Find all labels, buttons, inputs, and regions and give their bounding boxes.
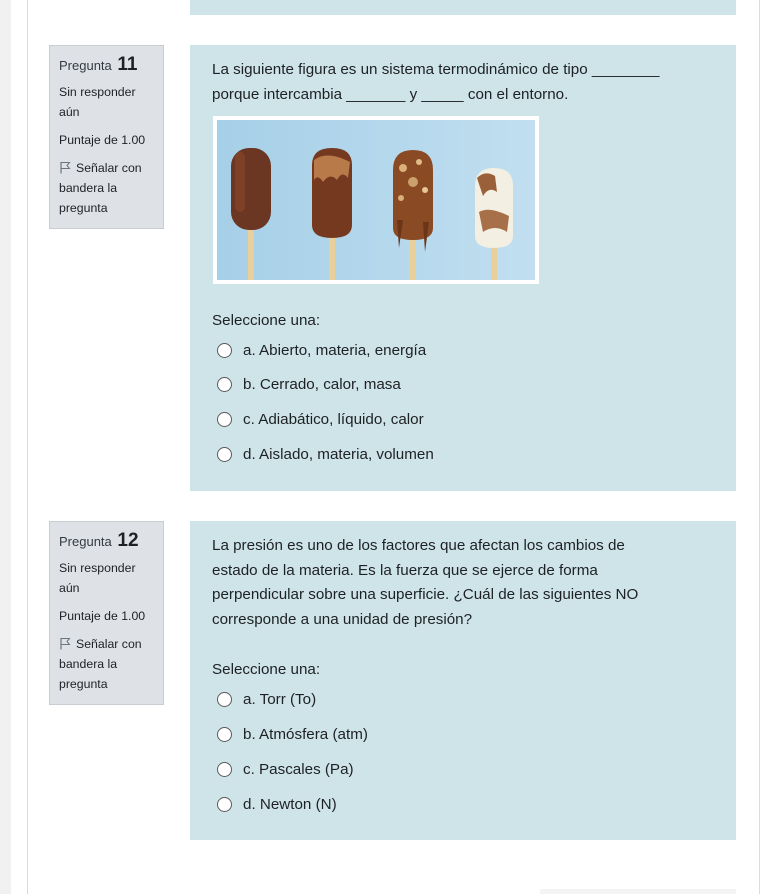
- question-content-11: [190, 45, 736, 491]
- radio-button[interactable]: [217, 412, 232, 427]
- flag-icon: [59, 161, 71, 174]
- answer-option-a[interactable]: [217, 688, 316, 710]
- option-label: a. Torr (To): [243, 690, 317, 708]
- page-border-left: [27, 0, 28, 894]
- flag-label: Señalar con bandera la pregunta: [59, 637, 142, 691]
- flag-question-link[interactable]: [59, 158, 155, 218]
- option-label: c. Adiabático, líquido, calor: [243, 410, 424, 428]
- previous-question-tail: [190, 0, 736, 15]
- question-text-line: estado de la materia. Es la fuerza que se ejerce de forma: [212, 561, 598, 579]
- popsicles-illustration: [217, 120, 535, 280]
- answer-option-d[interactable]: [217, 443, 434, 465]
- page-border-right: [759, 0, 760, 894]
- radio-button[interactable]: [217, 762, 232, 777]
- radio-button[interactable]: [217, 343, 232, 358]
- next-block-edge: [540, 889, 736, 894]
- flag-question-link[interactable]: [59, 634, 155, 694]
- option-label: b. Atmósfera (atm): [243, 725, 368, 743]
- question-text-line: La siguiente figura es un sistema termodinámico de tipo ________: [212, 61, 660, 78]
- question-label: Pregunta: [59, 534, 112, 549]
- flag-icon: [59, 637, 71, 650]
- answer-option-b[interactable]: [217, 723, 368, 745]
- question-text-line: La presión es uno de los factores que afectan los cambios de: [212, 537, 625, 554]
- answer-option-d[interactable]: [217, 793, 337, 815]
- question-number: [59, 531, 155, 552]
- question-state: Sin responder aún: [59, 561, 136, 595]
- melting-popsicles-image: [213, 116, 539, 284]
- answer-option-c[interactable]: [217, 758, 354, 780]
- select-one-prompt: Seleccione una:: [212, 661, 321, 678]
- question-text: [212, 534, 638, 632]
- question-text-line: perpendicular sobre una superficie. ¿Cuál de las siguientes NO: [212, 586, 639, 603]
- left-gutter: [0, 0, 11, 894]
- question-grade: Puntaje de 1.00: [59, 133, 146, 147]
- question-text-line: corresponde a una unidad de presión?: [212, 610, 473, 628]
- option-label: b. Cerrado, calor, masa: [243, 375, 401, 393]
- radio-button[interactable]: [217, 377, 232, 392]
- question-text-line: porque intercambia _______ y _____ con el entorno.: [212, 85, 569, 103]
- question-number-value: 12: [117, 530, 139, 551]
- question-content-12: [190, 521, 736, 840]
- question-number-value: 11: [117, 54, 138, 75]
- option-label: a. Abierto, materia, energía: [243, 341, 427, 359]
- question-number: [59, 55, 155, 76]
- flag-label: Señalar con bandera la pregunta: [59, 161, 142, 215]
- radio-button[interactable]: [217, 447, 232, 462]
- answer-option-b[interactable]: [217, 373, 401, 395]
- answer-option-c[interactable]: [217, 408, 424, 430]
- option-label: d. Aislado, materia, volumen: [243, 445, 434, 463]
- radio-button[interactable]: [217, 727, 232, 742]
- question-info-11: [49, 45, 164, 229]
- radio-button[interactable]: [217, 797, 232, 812]
- option-label: d. Newton (N): [243, 795, 337, 813]
- question-info-12: [49, 521, 164, 705]
- option-label: c. Pascales (Pa): [243, 760, 354, 778]
- question-text: [212, 58, 659, 107]
- question-grade: Puntaje de 1.00: [59, 609, 146, 623]
- question-label: Pregunta: [59, 58, 112, 73]
- question-state: Sin responder aún: [59, 85, 136, 119]
- select-one-prompt: Seleccione una:: [212, 312, 321, 329]
- radio-button[interactable]: [217, 692, 232, 707]
- answer-option-a[interactable]: [217, 339, 426, 361]
